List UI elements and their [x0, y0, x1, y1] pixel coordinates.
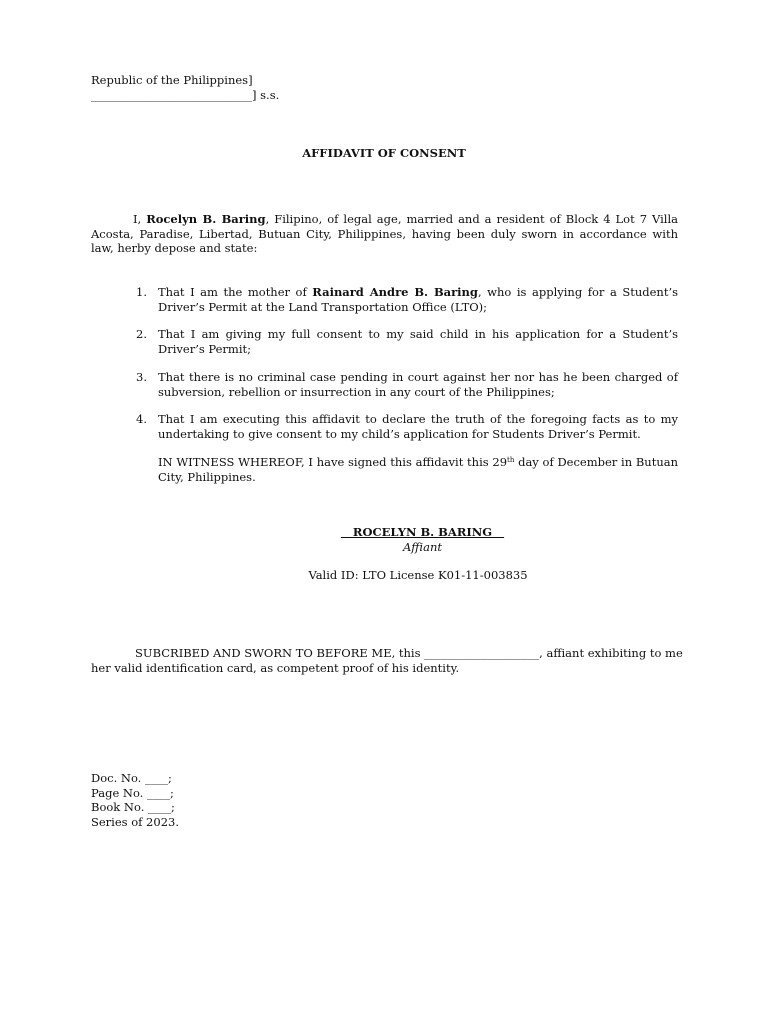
book-number: Book No. ____;	[91, 800, 175, 814]
list-item-rest: , who is applying for a Student’s Driver’s Permit at the Land Transportation Office (LTO);	[158, 285, 679, 314]
intro-paragraph	[91, 212, 678, 256]
intro-rest: , Filipino, of legal age, married and a resident of Block 4 Lot 7 Villa Acosta, Paradise, Libertad, Butuan City, Philippines, having been duly sworn in accordance with law, herby depose and state:	[91, 212, 679, 255]
list-item-number: 3.	[136, 370, 147, 384]
signature-block	[0, 525, 768, 554]
venue-block	[91, 73, 279, 102]
page-number: Page No. ____;	[91, 785, 174, 800]
list-item-text: That I am giving my full consent to my said child in his application for a Student’s Driver’s Permit;	[158, 327, 678, 356]
list-item-text	[158, 285, 678, 314]
jurat-paragraph	[91, 646, 683, 675]
list-item-prefix: That I am the mother of	[158, 285, 313, 299]
venue-city-blank: ____________________________] s.s.	[91, 87, 280, 102]
witness-after: day of December in Butuan City, Philippines.	[158, 455, 679, 484]
list-item-text: That there is no criminal case pending in court against her nor has he been charged of subversion, rebellion or insurrection in any court of the Philippines;	[158, 370, 678, 399]
jurat-line-2: her valid identification card, as competent proof of his identity.	[91, 660, 460, 675]
notarial-register	[91, 771, 179, 829]
intro-prefix: I,	[133, 212, 147, 226]
witness-ordinal: th	[507, 456, 515, 464]
jurat-line-1: SUBCRIBED AND SWORN TO BEFORE ME, this ____________________, affiant exhibiting to me	[135, 646, 683, 660]
series-year: Series of 2023.	[91, 814, 179, 829]
list-item-number: 2.	[136, 327, 147, 341]
child-name: Rainard Andre B. Baring	[312, 285, 478, 299]
list-item-text: That I am executing this affidavit to declare the truth of the foregoing facts as to my undertaking to give consent to my child’s application for Students Driver’s Permit.	[158, 412, 678, 441]
doc-number: Doc. No. ____;	[91, 771, 172, 785]
witness-paragraph	[158, 455, 678, 484]
list-item-number: 4.	[136, 412, 147, 426]
valid-id: Valid ID: LTO License K01-11-003835	[308, 568, 528, 582]
affiant-name-inline: Rocelyn B. Baring	[146, 212, 266, 226]
affiant-signature-name: ROCELYN B. BARING	[340, 525, 505, 539]
venue-country: Republic of the Philippines]	[91, 73, 253, 87]
list-item-number: 1.	[136, 285, 147, 299]
affiant-label: Affiant	[402, 539, 442, 554]
document-title: AFFIDAVIT OF CONSENT	[302, 146, 466, 160]
witness-before: IN WITNESS WHEREOF, I have signed this affidavit this 29	[158, 455, 508, 469]
